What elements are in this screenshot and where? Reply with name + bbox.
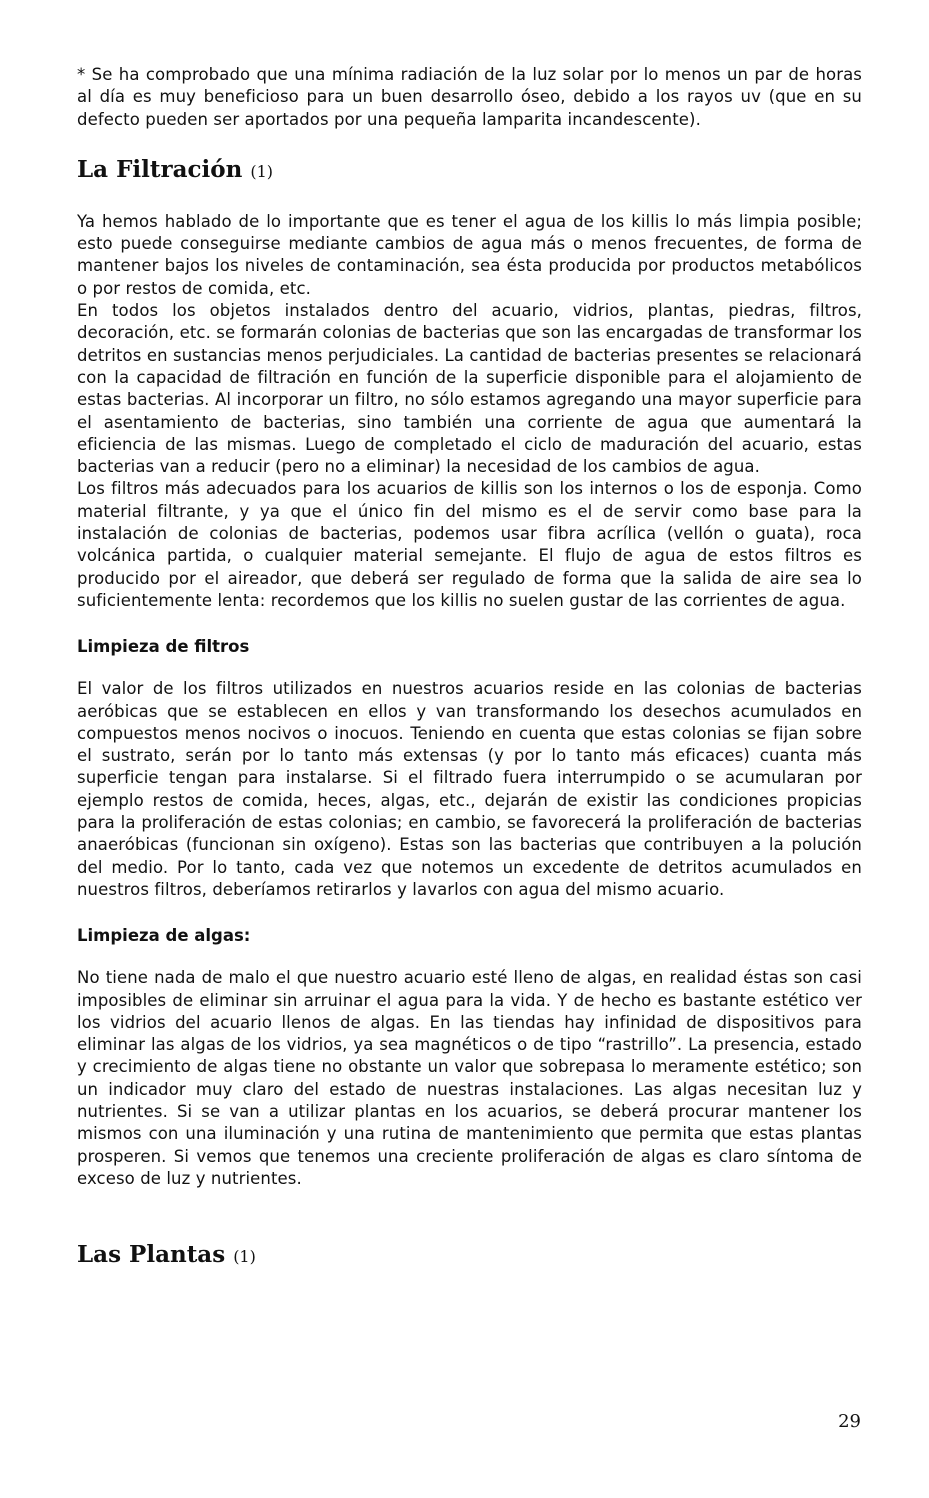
limpieza-algas-paragraph: No tiene nada de malo el que nuestro acuario esté lleno de algas, en realidad éstas son casi imposibles de eliminar sin arruinar el agua para la vida. Y de hecho es bastante estético ver los vidrios del acuario llenos de algas. En las tiendas hay infinidad de dispositivos para eliminar las algas de los vidrios, ya sea magnéticos o de tipo “rastrillo”. La presencia, estado y crecimiento de algas tiene no obstante un valor que sobrepasa lo meramente estético; son un indicador muy claro del estado de nuestras instalaciones. Las algas necesitan luz y nutrientes. Si se van a utilizar plantas en los acuarios, se deberá procurar mantener los mismos con una iluminación y una rutina de mantenimiento que permita que estas plantas prosperen. Si vemos que tenemos una creciente proliferación de algas es claro síntoma de exceso de luz y nutrientes. [77, 968, 862, 1188]
filtracion-paragraph-2: En todos los objetos instalados dentro del acuario, vidrios, plantas, piedras, filtros, decoración, etc. se formarán colonias de bacterias que son las encargadas de transformar los detritos en sustancias menos perjudiciales. La cantidad de bacterias presentes se relacionará con la capacidad de filtración en función de la superficie disponible para el alojamiento de estas bacterias. Al incorporar un filtro, no sólo estamos agregando una mayor superficie para el asentamiento de bacterias, sino también una corriente de agua que aumentará la eficiencia de las mismas. Luego de completado el ciclo de maduración del acuario, estas bacterias van a reducir (pero no a eliminar) la necesidad de los cambios de agua. [77, 301, 862, 477]
section-title-text: La Filtración [77, 155, 243, 183]
limpieza-filtros-paragraph: El valor de los filtros utilizados en nuestros acuarios reside en las colonias de bacterias aeróbicas que se establecen en ellos y van transformando los desechos acumulados en compuestos menos nocivos o inocuos. Teniendo en cuenta que estas colonias se fijan sobre el sustrato, serán por lo tanto más extensas (y por lo tanto más eficaces) cuanta más superficie tengan para instalarse. Si el filtrado fuera interrumpido o se acumularan por ejemplo restos de comida, heces, algas, etc., dejarán de existir las condiciones propicias para la proliferación de estas colonias; en cambio, se favorecerá la proliferación de bacterias anaeróbicas (funcionan sin oxígeno). Estas son las bacterias que contribuyen a la polución del medio. Por lo tanto, cada vez que notemos un excedente de detritos acumulados en nuestros filtros, deberíamos retirarlos y lavarlos con agua del mismo acuario. [77, 679, 862, 899]
filtracion-paragraph-3: Los filtros más adecuados para los acuarios de killis son los internos o los de esponja. Como material filtrante, y ya que el único fin del mismo es el de servir como base para la instalación de colonias de bacterias, podemos usar fibra acrílica (vellón o guata), roca volcánica partida, o cualquier material semejante. El flujo de agua de estos filtros es producido por el aireador, que deberá ser regulado de forma que la salida de aire sea lo suficientemente lenta: recordemos que los killis no suelen gustar de las corrientes de agua. [77, 479, 862, 610]
subsection-title-limpieza-algas: Limpieza de algas: [77, 926, 251, 946]
document-page [77, 64, 862, 1272]
filtracion-paragraph-1: Ya hemos hablado de lo importante que es tener el agua de los killis lo más limpia posible; esto puede conseguirse mediante cambios de agua más o menos frecuentes, de forma de mantener bajos los niveles de contaminación, sea ésta producida por productos metabólicos o por restos de comida, etc. [77, 211, 862, 298]
intro-note: * Se ha comprobado que una mínima radiación de la luz solar por lo menos un par de horas al día es muy beneficioso para un buen desarrollo óseo, debido a los rayos uv (que en su defecto pueden ser aportados por una pequeña lamparita incandescente). [77, 65, 862, 129]
page-number: 29 [838, 1411, 861, 1432]
subsection-title-limpieza-filtros: Limpieza de filtros [77, 637, 250, 657]
section-title-filtracion [77, 155, 862, 187]
section-ref: (1) [250, 161, 274, 181]
section-title-plantas [77, 1240, 862, 1272]
section-ref: (1) [233, 1247, 256, 1267]
section-title-text: Las Plantas [77, 1241, 226, 1269]
